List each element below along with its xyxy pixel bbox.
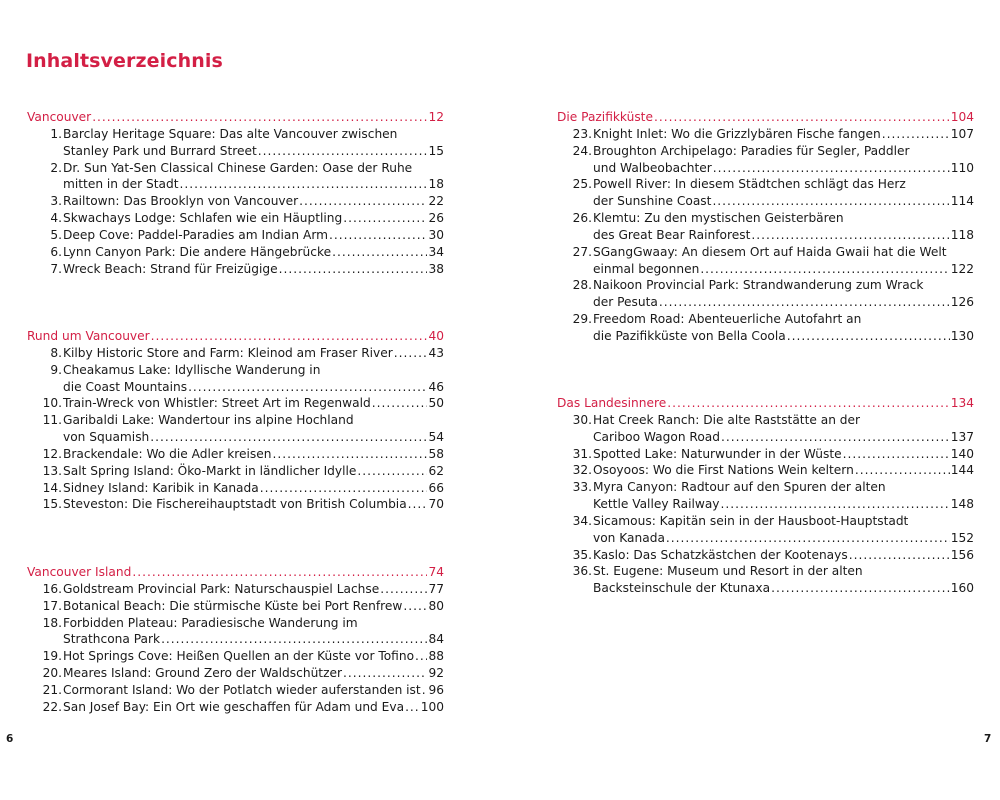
- toc-entry-line: [27, 143, 444, 160]
- toc-entry: [27, 446, 444, 463]
- toc-entry-line: [557, 412, 974, 429]
- entry-page-number: 92: [428, 666, 444, 681]
- entry-number: 6.: [50, 244, 62, 259]
- entry-title: Osoyoos: Wo die First Nations Wein keltern: [593, 463, 854, 478]
- dot-leader: [188, 379, 427, 396]
- entry-title: von Squamish: [63, 430, 150, 445]
- entry-page-number: 156: [950, 547, 974, 562]
- toc-entry-line: [27, 345, 444, 362]
- toc-entry-line: [557, 294, 974, 311]
- toc-entry: [27, 496, 444, 513]
- toc-entry: [557, 412, 974, 446]
- entry-page-number: 22: [428, 194, 444, 209]
- toc-entry-line: [557, 580, 974, 597]
- toc-entry-line: [557, 563, 974, 580]
- toc-entry: [557, 462, 974, 479]
- entry-page-number: 100: [420, 699, 444, 714]
- toc-entry-line: [557, 513, 974, 530]
- entry-number: 13.: [42, 463, 62, 478]
- entry-title: Backsteinschule der Ktunaxa: [593, 581, 771, 596]
- entry-title: die Coast Mountains: [63, 379, 188, 394]
- dot-leader: [403, 598, 427, 615]
- entry-number: 7.: [50, 261, 62, 276]
- section-heading: [27, 564, 444, 581]
- entry-page-number: 122: [950, 261, 974, 276]
- toc-entry-line: [27, 244, 444, 261]
- toc-entry: [27, 682, 444, 699]
- entry-title: Klemtu: Zu den mystischen Geisterbären: [593, 211, 844, 226]
- dot-leader: [713, 160, 950, 177]
- entry-title: Knight Inlet: Wo die Grizzlybären Fische fangen: [593, 126, 881, 141]
- entry-title: Goldstream Provincial Park: Naturschauspiel Lachse: [63, 581, 380, 596]
- entry-title: Steveston: Die Fischereihauptstadt von British Columbia: [63, 497, 407, 512]
- toc-entry-line: [557, 479, 974, 496]
- toc-entry: [27, 665, 444, 682]
- section-heading: [557, 109, 974, 126]
- section-title: Vancouver Island: [27, 565, 132, 579]
- toc-entry-line: [27, 496, 444, 513]
- entry-page-number: 107: [950, 126, 974, 141]
- entry-number: 3.: [50, 194, 62, 209]
- toc-entry: [27, 648, 444, 665]
- entry-number: 36.: [572, 564, 592, 579]
- page-number-right: 7: [984, 733, 992, 745]
- toc-entry: [557, 176, 974, 210]
- page-number-left: 6: [6, 733, 14, 745]
- dot-leader: [667, 395, 950, 412]
- entry-number: 19.: [42, 649, 62, 664]
- entry-number: 21.: [42, 682, 62, 697]
- entry-page-number: 26: [428, 211, 444, 226]
- entry-number: 16.: [42, 581, 62, 596]
- toc-entry-line: [557, 462, 974, 479]
- entry-title: Botanical Beach: Die stürmische Küste bei Port Renfrew: [63, 598, 403, 613]
- entry-title: und Walbeobachter: [593, 160, 712, 175]
- entry-title: Powell River: In diesem Städtchen schlägt das Herz: [593, 177, 906, 192]
- toc-entry-line: [27, 648, 444, 665]
- toc-entry-line: [27, 395, 444, 412]
- toc-entry-line: [27, 480, 444, 497]
- entry-title: die Pazifikküste von Bella Coola: [593, 328, 786, 343]
- entry-number: 4.: [50, 211, 62, 226]
- entry-page-number: 34: [428, 244, 444, 259]
- entry-number: 5.: [50, 227, 62, 242]
- entry-title: Sicamous: Kapitän sein in der Hausboot-Hauptstadt: [593, 513, 909, 528]
- section-page-number: 74: [428, 565, 444, 579]
- dot-leader: [721, 496, 950, 513]
- toc-entry: [27, 581, 444, 598]
- toc-entry: [557, 126, 974, 143]
- dot-leader: [751, 227, 949, 244]
- entry-page-number: 84: [428, 632, 444, 647]
- entry-number: 30.: [572, 412, 592, 427]
- entry-title: Wreck Beach: Strand für Freizügige: [63, 261, 278, 276]
- toc-entry-line: [27, 379, 444, 396]
- toc-entry: [27, 598, 444, 615]
- dot-leader: [299, 193, 427, 210]
- entry-title: Spotted Lake: Naturwunder in der Wüste: [593, 446, 842, 461]
- entry-page-number: 80: [428, 598, 444, 613]
- toc-entry: [27, 395, 444, 412]
- entry-number: 29.: [572, 312, 592, 327]
- toc-entry-line: [27, 682, 444, 699]
- entry-number: 14.: [42, 480, 62, 495]
- entry-title: Hot Springs Cove: Heißen Quellen an der Küste vor Tofino: [63, 649, 415, 664]
- entry-page-number: 140: [950, 446, 974, 461]
- toc-entry-line: [27, 665, 444, 682]
- entry-number: 2.: [50, 160, 62, 175]
- toc-entry: [557, 143, 974, 177]
- toc-entry-line: [27, 160, 444, 177]
- toc-entry: [557, 210, 974, 244]
- dot-leader: [843, 446, 950, 463]
- entry-number: 1.: [50, 126, 62, 141]
- section-title: Vancouver: [27, 110, 92, 124]
- entry-page-number: 62: [428, 463, 444, 478]
- entry-title: Hat Creek Ranch: Die alte Raststätte an der: [593, 412, 861, 427]
- entry-number: 28.: [572, 278, 592, 293]
- dot-leader: [372, 395, 428, 412]
- entry-number: 31.: [572, 446, 592, 461]
- toc-entry: [27, 412, 444, 446]
- toc-entry-line: [27, 210, 444, 227]
- entry-title: St. Eugene: Museum und Resort in der alten: [593, 564, 863, 579]
- entry-title: Naikoon Provincial Park: Strandwanderung zum Wrack: [593, 278, 924, 293]
- toc-entry: [557, 563, 974, 597]
- toc-entry-line: [27, 176, 444, 193]
- entry-page-number: 70: [428, 497, 444, 512]
- entry-page-number: 58: [428, 446, 444, 461]
- toc-entry: [27, 126, 444, 160]
- toc-entry-line: [27, 699, 444, 716]
- entry-page-number: 160: [950, 581, 974, 596]
- toc-entry-line: [557, 261, 974, 278]
- dot-leader: [357, 463, 427, 480]
- entry-title: Deep Cove: Paddel-Paradies am Indian Arm: [63, 227, 328, 242]
- entry-title: Skwachays Lodge: Schlafen wie ein Häuptling: [63, 211, 343, 226]
- entry-page-number: 110: [950, 160, 974, 175]
- entry-title: SGangGwaay: An diesem Ort auf Haida Gwaii hat die Welt: [593, 244, 947, 259]
- toc-entry: [27, 480, 444, 497]
- toc-entry: [27, 699, 444, 716]
- entry-title: Broughton Archipelago: Paradies für Segler, Paddler: [593, 143, 910, 158]
- dot-leader: [659, 294, 950, 311]
- dot-leader: [422, 682, 428, 699]
- toc-entry-line: [557, 210, 974, 227]
- entry-title: Barclay Heritage Square: Das alte Vancouver zwischen: [63, 126, 398, 141]
- toc-entry-line: [557, 530, 974, 547]
- toc-entry-line: [27, 615, 444, 632]
- entry-number: 32.: [572, 463, 592, 478]
- entry-page-number: 50: [428, 396, 444, 411]
- toc-entry: [557, 446, 974, 463]
- section-heading: [27, 109, 444, 126]
- toc-entry-line: [557, 311, 974, 328]
- toc-entry: [557, 244, 974, 278]
- entry-title: der Sunshine Coast: [593, 194, 712, 209]
- entry-page-number: 54: [428, 430, 444, 445]
- entry-title: Forbidden Plateau: Paradiesische Wanderung im: [63, 615, 358, 630]
- entry-page-number: 30: [428, 227, 444, 242]
- entry-title: der Pesuta: [593, 295, 658, 310]
- entry-number: 26.: [572, 211, 592, 226]
- section-heading: [27, 328, 444, 345]
- toc-section: [27, 564, 444, 716]
- dot-leader: [787, 328, 950, 345]
- dot-leader: [92, 109, 427, 126]
- section-heading: [557, 395, 974, 412]
- toc-entry-line: [557, 126, 974, 143]
- dot-leader: [415, 648, 427, 665]
- dot-leader: [408, 496, 428, 513]
- entry-page-number: 38: [428, 261, 444, 276]
- toc-entry-line: [557, 143, 974, 160]
- toc-entry: [27, 210, 444, 227]
- toc-entry-line: [557, 328, 974, 345]
- entry-page-number: 88: [428, 649, 444, 664]
- entry-title: von Kanada: [593, 530, 665, 545]
- entry-title: Cheakamus Lake: Idyllische Wanderung in: [63, 362, 321, 377]
- toc-entry-line: [27, 631, 444, 648]
- toc-entry-line: [27, 581, 444, 598]
- entry-title: des Great Bear Rainforest: [593, 227, 751, 242]
- entry-page-number: 96: [428, 682, 444, 697]
- section-page-number: 40: [428, 329, 444, 343]
- entry-page-number: 114: [950, 194, 974, 209]
- toc-entry: [27, 193, 444, 210]
- dot-leader: [151, 328, 428, 345]
- entry-number: 12.: [42, 446, 62, 461]
- toc-entry: [557, 311, 974, 345]
- entry-number: 15.: [42, 497, 62, 512]
- toc-entry-line: [27, 463, 444, 480]
- entry-title: Kilby Historic Store and Farm: Kleinod am Fraser River: [63, 345, 393, 360]
- entry-title: Myra Canyon: Radtour auf den Spuren der alten: [593, 480, 886, 495]
- page-title: Inhaltsverzeichnis: [26, 50, 223, 72]
- toc-entry-line: [27, 412, 444, 429]
- dot-leader: [258, 143, 428, 160]
- toc-entry: [27, 362, 444, 396]
- toc-entry: [557, 479, 974, 513]
- entry-page-number: 46: [428, 379, 444, 394]
- dot-leader: [405, 699, 420, 716]
- toc-entry-line: [27, 429, 444, 446]
- dot-leader: [712, 193, 949, 210]
- toc-entry: [27, 160, 444, 194]
- toc-section: [557, 109, 974, 345]
- entry-title: San Josef Bay: Ein Ort wie geschaffen für Adam und Eva: [63, 699, 405, 714]
- toc-entry-line: [27, 227, 444, 244]
- dot-leader: [329, 227, 427, 244]
- section-page-number: 134: [950, 396, 974, 410]
- toc-entry-line: [27, 362, 444, 379]
- entry-page-number: 77: [428, 581, 444, 596]
- toc-section: [557, 395, 974, 597]
- toc-entry: [27, 244, 444, 261]
- entry-title: Cariboo Wagon Road: [593, 429, 721, 444]
- toc-entry-line: [27, 193, 444, 210]
- entry-page-number: 137: [950, 429, 974, 444]
- entry-number: 27.: [572, 244, 592, 259]
- entry-title: Salt Spring Island: Öko-Markt in ländlicher Idylle: [63, 463, 357, 478]
- entry-number: 25.: [572, 177, 592, 192]
- dot-leader: [721, 429, 950, 446]
- toc-entry-line: [557, 227, 974, 244]
- toc-entry: [557, 277, 974, 311]
- dot-leader: [855, 462, 950, 479]
- dot-leader: [394, 345, 428, 362]
- entry-title: Freedom Road: Abenteuerliche Autofahrt an: [593, 312, 862, 327]
- dot-leader: [700, 261, 949, 278]
- entry-title: Train-Wreck von Whistler: Street Art im Regenwald: [63, 396, 371, 411]
- toc-entry-line: [27, 126, 444, 143]
- dot-leader: [343, 210, 427, 227]
- dot-leader: [332, 244, 427, 261]
- toc-entry: [27, 463, 444, 480]
- toc-entry: [557, 547, 974, 564]
- toc-entry: [27, 261, 444, 278]
- toc-entry-line: [27, 446, 444, 463]
- entry-title: einmal begonnen: [593, 261, 700, 276]
- toc-entry: [557, 513, 974, 547]
- section-title: Rund um Vancouver: [27, 329, 150, 343]
- toc-entry-line: [557, 547, 974, 564]
- dot-leader: [882, 126, 950, 143]
- section-title: Die Pazifikküste: [557, 110, 653, 124]
- toc-entry-line: [557, 446, 974, 463]
- toc-entry-line: [557, 193, 974, 210]
- toc-section: [27, 328, 444, 513]
- entry-number: 11.: [42, 413, 62, 428]
- toc-entry-line: [557, 244, 974, 261]
- dot-leader: [666, 530, 950, 547]
- entry-number: 9.: [50, 362, 62, 377]
- toc-entry-line: [557, 496, 974, 513]
- entry-number: 35.: [572, 547, 592, 562]
- toc-entry-line: [557, 160, 974, 177]
- entry-number: 34.: [572, 513, 592, 528]
- entry-number: 24.: [572, 143, 592, 158]
- dot-leader: [849, 547, 950, 564]
- dot-leader: [771, 580, 950, 597]
- toc-entry: [27, 345, 444, 362]
- dot-leader: [279, 261, 428, 278]
- dot-leader: [380, 581, 427, 598]
- entry-title: Lynn Canyon Park: Die andere Hängebrücke: [63, 244, 332, 259]
- toc-entry-line: [27, 598, 444, 615]
- entry-page-number: 130: [950, 328, 974, 343]
- entry-page-number: 148: [950, 497, 974, 512]
- entry-title: Strathcona Park: [63, 632, 161, 647]
- entry-number: 22.: [42, 699, 62, 714]
- section-title: Das Landesinnere: [557, 396, 667, 410]
- dot-leader: [161, 631, 427, 648]
- entry-page-number: 118: [950, 227, 974, 242]
- entry-number: 8.: [50, 345, 62, 360]
- entry-title: Kettle Valley Railway: [593, 497, 720, 512]
- entry-page-number: 43: [428, 345, 444, 360]
- toc-entry: [27, 615, 444, 649]
- entry-title: Sidney Island: Karibik in Kanada: [63, 480, 259, 495]
- entry-number: 20.: [42, 666, 62, 681]
- entry-title: mitten in der Stadt: [63, 177, 179, 192]
- toc-section: [27, 109, 444, 277]
- section-page-number: 104: [950, 110, 974, 124]
- entry-number: 23.: [572, 126, 592, 141]
- entry-title: Garibaldi Lake: Wandertour ins alpine Hochland: [63, 413, 354, 428]
- entry-title: Kaslo: Das Schatzkästchen der Kootenays: [593, 547, 848, 562]
- entry-title: Railtown: Das Brooklyn von Vancouver: [63, 194, 299, 209]
- dot-leader: [180, 176, 428, 193]
- section-page-number: 12: [428, 110, 444, 124]
- entry-page-number: 152: [950, 530, 974, 545]
- toc-entry: [27, 227, 444, 244]
- entry-title: Brackendale: Wo die Adler kreisen: [63, 446, 272, 461]
- dot-leader: [150, 429, 427, 446]
- entry-number: 17.: [42, 598, 62, 613]
- entry-number: 10.: [42, 396, 62, 411]
- toc-entry-line: [27, 261, 444, 278]
- toc-entry-line: [557, 429, 974, 446]
- entry-page-number: 126: [950, 295, 974, 310]
- toc-entry-line: [557, 277, 974, 294]
- entry-number: 18.: [42, 615, 62, 630]
- entry-page-number: 66: [428, 480, 444, 495]
- entry-title: Cormorant Island: Wo der Potlatch wieder auferstanden ist: [63, 682, 421, 697]
- dot-leader: [260, 480, 428, 497]
- dot-leader: [273, 446, 428, 463]
- entry-page-number: 18: [428, 177, 444, 192]
- entry-title: Stanley Park und Burrard Street: [63, 143, 257, 158]
- dot-leader: [132, 564, 427, 581]
- dot-leader: [654, 109, 950, 126]
- toc-entry-line: [557, 176, 974, 193]
- entry-page-number: 144: [950, 463, 974, 478]
- entry-page-number: 15: [428, 143, 444, 158]
- entry-title: Dr. Sun Yat-Sen Classical Chinese Garden: Oase der Ruhe: [63, 160, 413, 175]
- entry-title: Meares Island: Ground Zero der Waldschützer: [63, 666, 342, 681]
- dot-leader: [343, 665, 428, 682]
- entry-number: 33.: [572, 480, 592, 495]
